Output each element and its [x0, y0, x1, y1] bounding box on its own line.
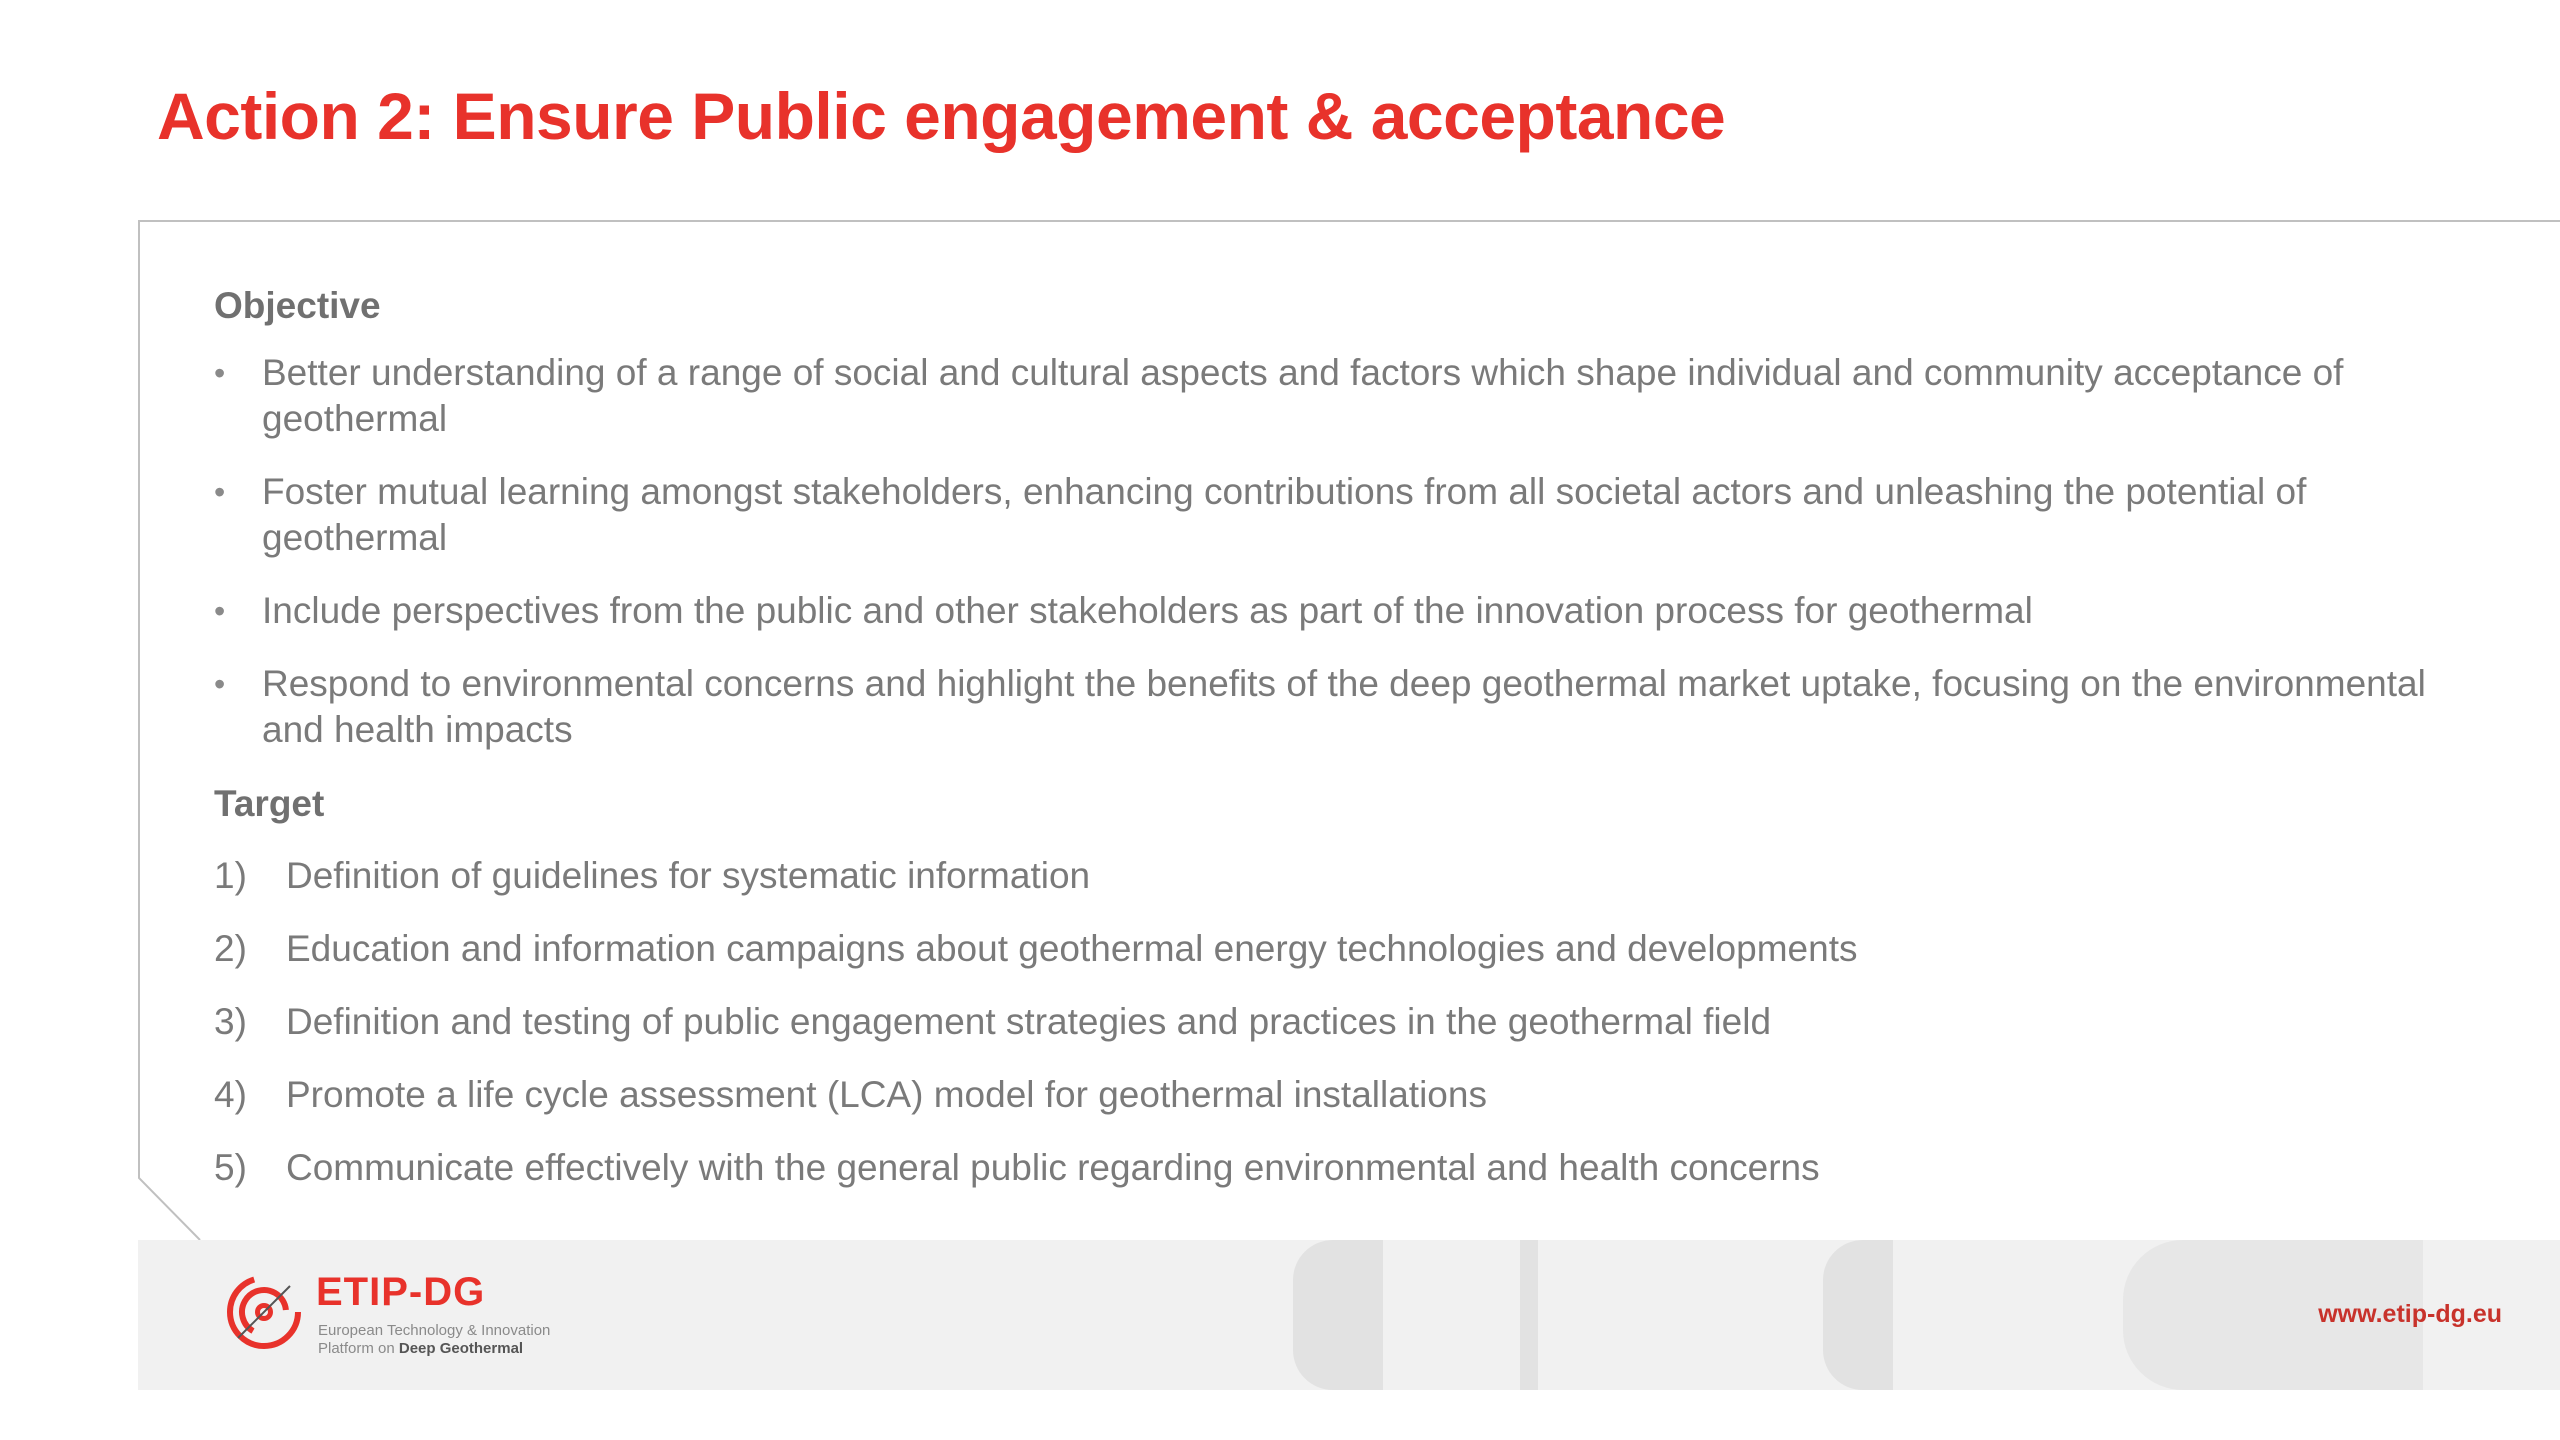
target-item [214, 1072, 2454, 1118]
target-list [214, 853, 2454, 1191]
objective-item [214, 661, 2454, 753]
target-item [214, 999, 2454, 1045]
target-item [214, 926, 2454, 972]
target-item [214, 853, 2454, 899]
target-number: 5) [214, 1147, 247, 1188]
target-text: Definition of guidelines for systematic information [286, 855, 1091, 896]
target-item [214, 1145, 2454, 1191]
bullet-icon: • [214, 474, 226, 510]
slide-footer [138, 1240, 2560, 1390]
brand-subtitle: European Technology & Innovation [318, 1322, 551, 1339]
target-text: Education and information campaigns about geothermal energy technologies and developments [286, 928, 1858, 969]
target-number: 2) [214, 928, 247, 969]
target-text: Communicate effectively with the general public regarding environmental and health concerns [286, 1147, 1820, 1188]
objective-text: Include perspectives from the public and other stakeholders as part of the innovation process for geothermal [262, 590, 2033, 631]
target-number: 1) [214, 855, 247, 896]
bullet-icon: • [214, 355, 226, 391]
brand-subtitle-prefix: Platform on [318, 1340, 399, 1357]
slide-content [214, 282, 2454, 1218]
target-text: Promote a life cycle assessment (LCA) model for geothermal installations [286, 1074, 1487, 1115]
objective-text: Respond to environmental concerns and highlight the benefits of the deep geothermal market uptake, focusing on the environmental and health impacts [262, 663, 2426, 750]
target-heading: Target [214, 783, 325, 824]
objective-text: Foster mutual learning amongst stakeholders, enhancing contributions from all societal actors and unleashing the potential of geothermal [262, 471, 2307, 558]
bullet-icon: • [214, 593, 226, 629]
target-number: 3) [214, 1001, 247, 1042]
footer-decoration [1823, 1240, 1893, 1390]
objective-heading: Objective [214, 285, 381, 326]
objective-item [214, 469, 2454, 561]
website-url[interactable]: www.etip-dg.eu [2318, 1300, 2502, 1328]
objective-text: Better understanding of a range of social and cultural aspects and factors which shape individual and community acceptance of geothermal [262, 352, 2344, 439]
footer-decoration [1520, 1240, 1538, 1390]
bullet-icon: • [214, 666, 226, 702]
etip-dg-logo-icon [224, 1272, 304, 1352]
slide-title: Action 2: Ensure Public engagement & acceptance [157, 79, 1726, 153]
brand-subtitle [318, 1340, 523, 1357]
objective-item [214, 350, 2454, 442]
objective-list [214, 350, 2454, 753]
footer-decoration [1293, 1240, 1383, 1390]
target-text: Definition and testing of public engagement strategies and practices in the geothermal field [286, 1001, 1772, 1042]
objective-item [214, 588, 2454, 634]
target-number: 4) [214, 1074, 247, 1115]
brand-subtitle-bold: Deep Geothermal [398, 1340, 524, 1357]
brand-name: ETIP-DG [316, 1270, 486, 1314]
